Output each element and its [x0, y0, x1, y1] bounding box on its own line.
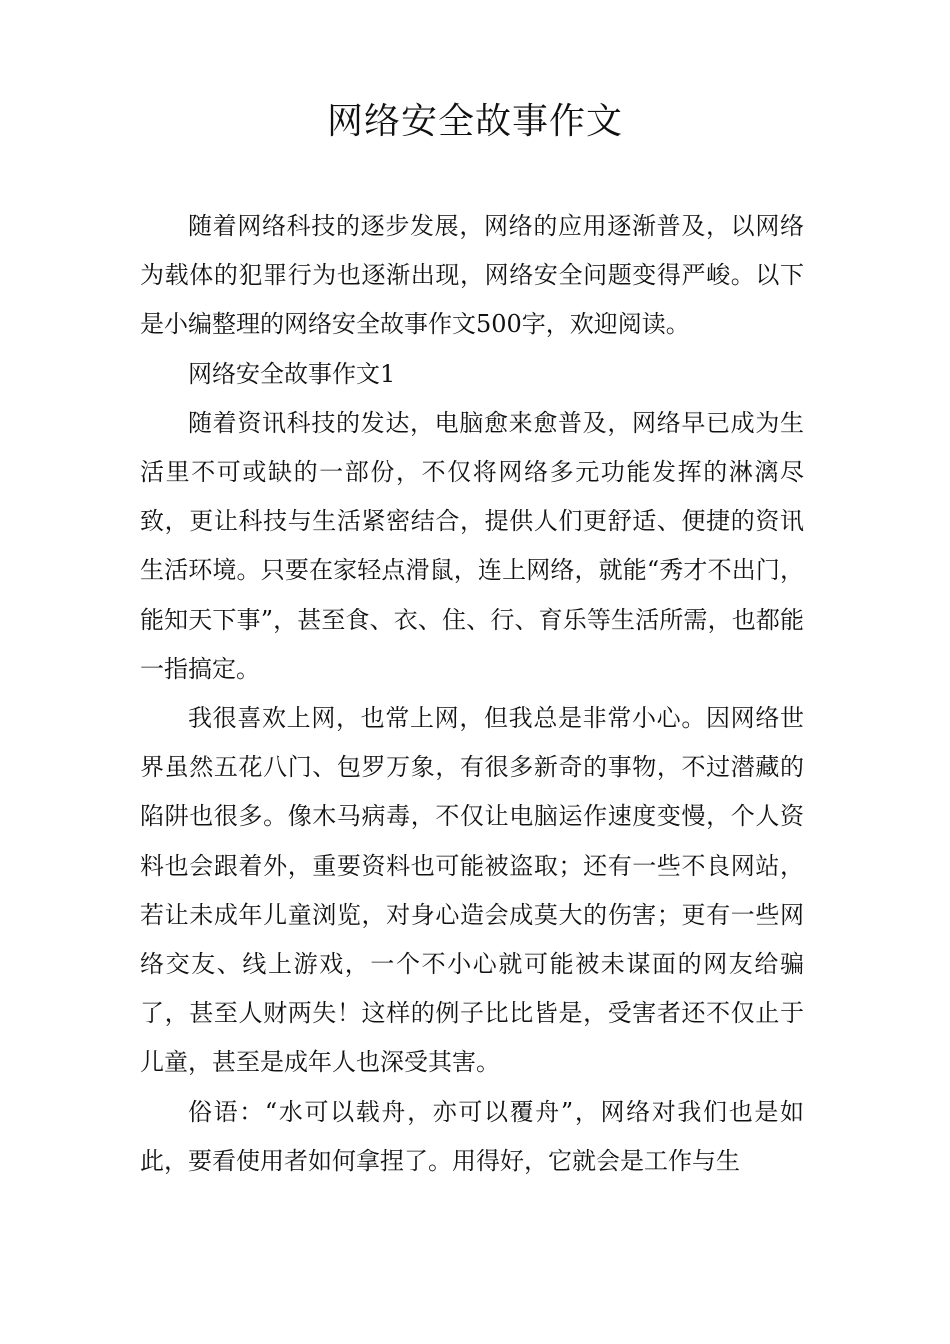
intro-paragraph: 随着网络科技的逐步发展，网络的应用逐渐普及，以网络为载体的犯罪行为也逐渐出现，网络安全问题变得严峻。以下是小编整理的网络安全故事作文500字，欢迎阅读。 — [140, 212, 804, 339]
section-heading: 网络安全故事作文1 — [188, 359, 396, 388]
body-paragraph: 随着资讯科技的发达，电脑愈来愈普及，网络早已成为生活里不可或缺的一部份，不仅将网络多元功能发挥的淋漓尽致，更让科技与生活紧密结合，提供人们更舒适、便捷的资讯生活环境。只要在家轻点滑鼠，连上网络，就能“秀才不出门，能知天下事”，甚至食、衣、住、行、育乐等生活所需，也都能一指搞定。 — [140, 408, 804, 683]
document-body — [140, 202, 804, 1186]
body-paragraph: 俗语：“水可以载舟，亦可以覆舟”，网络对我们也是如此，要看使用者如何拿捏了。用得好，它就会是工作与生 — [140, 1097, 804, 1175]
document-title: 网络安全故事作文 — [326, 101, 623, 142]
body-paragraph: 我很喜欢上网，也常上网，但我总是非常小心。因网络世界虽然五花八门、包罗万象，有很多新奇的事物，不过潜藏的陷阱也很多。像木马病毒，不仅让电脑运作速度变慢，个人资料也会跟着外，重要资料也可能被盗取；还有一些不良网站，若让未成年儿童浏览，对身心造会成莫大的伤害；更有一些网络交友、线上游戏，一个不小心就可能被未谋面的网友给骗了，甚至人财两失！这样的例子比比皆是，受害者还不仅止于儿童，甚至是成年人也深受其害。 — [140, 704, 804, 1077]
